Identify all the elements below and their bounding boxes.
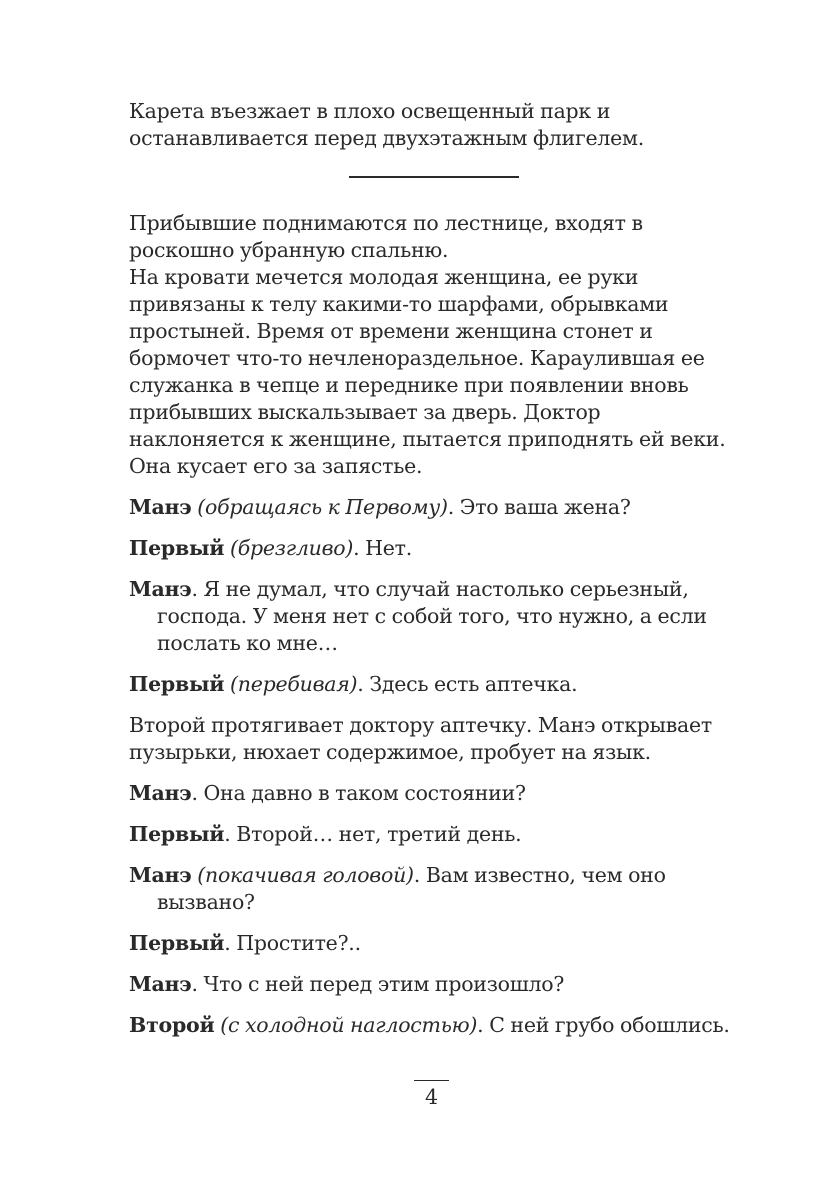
line-text: . Это ваша жена?: [447, 495, 631, 519]
line-text: . С ней грубо обошлись.: [477, 1013, 730, 1037]
line-text: . Второй… нет, третий день.: [224, 822, 522, 846]
stage-direction-3: Второй протягивает доктору аптечку. Манэ открывает пузырьки, нюхает содержимое, пробует на язык.: [129, 713, 712, 764]
line-text: . Что с ней перед этим произошло?: [191, 972, 565, 996]
line-text: . Она давно в таком состоянии?: [191, 781, 526, 805]
stage-direction-2: На кровати мечется молодая женщина, ее руки привязаны к телу какими-то шарфами, обрывками простыней. Время от времени женщина стонет и бормочет что-то нечленораздельное. Караулившая ее служанка в чепце и переднике при появлении вновь прибывших выскальзывает за дверь. Доктор наклоняется к женщине, пытается приподнять ей веки. Она кусает его за запястье.: [129, 265, 726, 478]
speaker-name: Манэ: [129, 495, 192, 519]
dialogue-line: [129, 671, 739, 698]
dialogue-line: [129, 1012, 739, 1039]
stage-direction-block: [129, 210, 739, 480]
line-text: . Нет.: [353, 536, 413, 560]
page-number: 4: [424, 1085, 439, 1109]
stage-direction-1: Прибывшие поднимаются по лестнице, входят в роскошно убранную спальню.: [129, 211, 643, 262]
stage-remark: (с холодной наглостью): [220, 1013, 478, 1037]
scene-divider: [349, 176, 519, 178]
dialogue-line: [129, 535, 739, 562]
dialogue-line: [129, 576, 739, 657]
stage-remark: (перебивая): [230, 672, 358, 696]
line-text: . Здесь есть аптечка.: [357, 672, 578, 696]
speaker-name: Манэ: [129, 577, 192, 601]
speaker-name: Первый: [129, 672, 225, 696]
speaker-name: Манэ: [129, 863, 192, 887]
dialogue-line: [129, 930, 739, 957]
stage-remark: (брезгливо): [230, 536, 354, 560]
page-body: [129, 98, 739, 1039]
speaker-name: Второй: [129, 1013, 215, 1037]
footer-rule: [414, 1080, 449, 1081]
dialogue-line: [129, 821, 739, 848]
speaker-name: Первый: [129, 536, 225, 560]
dialogue-line: [129, 780, 739, 807]
dialogue-line: [129, 971, 739, 998]
intro-text: Карета въезжает в плохо освещенный парк и останавливается перед двухэтажным флигелем.: [129, 99, 644, 150]
speaker-name: Первый: [129, 822, 225, 846]
line-text: . Вам известно, чем оно вызвано?: [157, 863, 666, 914]
line-text: . Я не думал, что случай настолько серьезный, господа. У меня нет с собой того, что нужно, а если послать ко мне…: [157, 577, 707, 655]
stage-direction-intro: [129, 98, 739, 152]
dialogue-line: [129, 862, 739, 916]
speaker-name: Манэ: [129, 781, 192, 805]
stage-remark: (покачивая головой): [197, 863, 414, 887]
stage-remark: (обращаясь к Первому): [197, 495, 448, 519]
line-text: . Простите?..: [224, 931, 361, 955]
speaker-name: Первый: [129, 931, 225, 955]
speaker-name: Манэ: [129, 972, 192, 996]
dialogue-line: [129, 494, 739, 521]
